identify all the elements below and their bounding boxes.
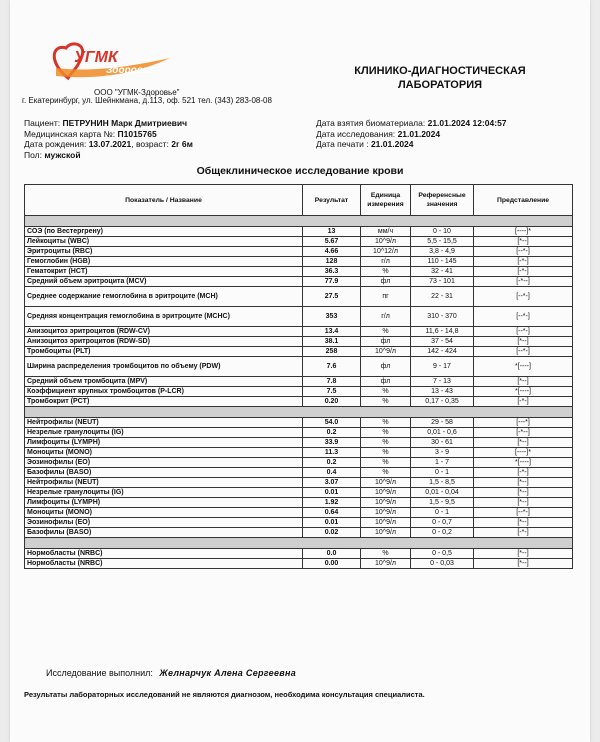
row-name: Базофилы (BASO) [25,528,303,538]
row-name: Базофилы (BASO) [25,468,303,478]
header-name: Показатель / Название [25,185,303,216]
table-row [25,267,573,277]
table-row [25,418,573,428]
study-label: Дата исследования: [316,128,396,139]
row-name: СОЭ (по Вестергрену) [25,227,303,237]
study-date-line [316,129,440,140]
table-row [25,498,573,508]
row-reference: 0,01 - 0,04 [411,488,474,498]
row-unit: % [361,418,411,428]
row-unit: % [361,448,411,458]
row-name: Лейкоциты (WBC) [25,237,303,247]
table-row [25,357,573,377]
table-row [25,428,573,438]
table-row [25,247,573,257]
row-view: [-*--] [474,277,573,287]
row-unit: % [361,327,411,337]
row-result: 7.5 [303,387,361,397]
row-view: [---*] [474,418,573,428]
row-view: [*--] [474,438,573,448]
lab-report-page [10,0,590,742]
row-unit: 10^9/л [361,528,411,538]
row-unit: % [361,458,411,468]
study-date: 21.01.2024 [397,128,441,139]
print-label: Дата печати : [316,139,369,149]
row-unit: мм/ч [361,227,411,237]
card-line [24,129,157,140]
row-name: Лимфоциты (LYMPH) [25,438,303,448]
patient-label: Пациент: [24,118,61,128]
table-row [25,287,573,307]
print-date-line [316,139,414,150]
disclaimer-note: Результаты лабораторных исследований не являются диагнозом, необходима консультация специалиста. [24,690,425,699]
row-result: 27.5 [303,287,361,307]
table-row [25,377,573,387]
row-view: [--*-] [474,247,573,257]
row-name: Незрелые гранулоциты (IG) [25,488,303,498]
table-row [25,478,573,488]
row-result: 0.20 [303,397,361,407]
table-row [25,397,573,407]
sex-label: Пол: [24,149,42,160]
performed-by-name: Желнарчук Алена Сергеевна [159,668,297,678]
row-name: Ширина распределения тромбоцитов по объему (PDW) [25,357,303,377]
row-view: [-*-] [474,397,573,407]
row-unit: % [361,468,411,478]
row-view: [-*-] [474,257,573,267]
sample-date-line [316,118,507,129]
row-result: 13.4 [303,327,361,337]
row-name: Нейтрофилы (NEUT) [25,478,303,488]
row-result: 0.2 [303,458,361,468]
row-reference: 7 - 13 [411,377,474,387]
section-separator [25,216,573,227]
row-view: [----]* [474,448,573,458]
row-name: Тромбокрит (PCT) [25,397,303,407]
table-row [25,559,573,569]
row-name: Гематокрит (HCT) [25,267,303,277]
birth-date: 13.07.2021 [88,139,132,149]
row-name: Средний объем тромбоцита (MPV) [25,377,303,387]
row-name: Моноциты (MONO) [25,448,303,458]
row-name: Коэффициент крупных тромбоцитов (P-LCR) [25,387,303,397]
table-row [25,237,573,247]
row-result: 1.92 [303,498,361,508]
row-unit: г/л [361,257,411,267]
row-name: Средний объем эритроцита (MCV) [25,277,303,287]
row-result: 0.01 [303,518,361,528]
header-unit: Единица измерения [361,185,411,216]
row-view: *[----] [474,458,573,468]
row-name: Средняя концентрация гемоглобина в эритроците (MCHC) [25,307,303,327]
row-result: 128 [303,257,361,267]
row-reference: 0,17 - 0,35 [411,397,474,407]
row-name: Анизоцитоз эритроцитов (RDW-CV) [25,327,303,337]
table-row [25,549,573,559]
row-reference: 310 - 370 [411,307,474,327]
age-value: 2г 6м [171,139,193,149]
separator-cell [25,407,573,418]
row-reference: 1,5 - 9,5 [411,498,474,508]
sex-value: мужской [44,149,81,160]
table-row [25,508,573,518]
row-name: Анизоцитоз эритроцитов (RDW-SD) [25,337,303,347]
sample-label: Дата взятия биоматериала: [316,118,426,128]
performed-by-line [46,668,296,678]
row-result: 0.0 [303,549,361,559]
header-view: Представление [474,185,573,216]
row-view: [*--] [474,498,573,508]
results-table [24,184,573,569]
row-reference: 0 - 0,2 [411,528,474,538]
row-view: [--*-] [474,347,573,357]
row-result: 36.3 [303,267,361,277]
row-view: [-*-] [474,528,573,538]
row-result: 5.67 [303,237,361,247]
row-reference: 0 - 0,5 [411,549,474,559]
row-view: [----]* [474,227,573,237]
row-reference: 0 - 0,03 [411,559,474,569]
row-view: [--*-] [474,327,573,337]
row-view: [*--] [474,237,573,247]
patient-name: ПЕТРУНИН Марк Дмитриевич [62,118,188,128]
row-view: [-*-] [474,267,573,277]
row-name: Гемоглобин (HGB) [25,257,303,267]
row-reference: 0,01 - 0,6 [411,428,474,438]
row-unit: % [361,267,411,277]
row-view: [*--] [474,478,573,488]
row-unit: 10^9/л [361,237,411,247]
row-reference: 30 - 61 [411,438,474,448]
row-reference: 142 - 424 [411,347,474,357]
row-view: *[----] [474,387,573,397]
table-row [25,518,573,528]
row-reference: 3 - 9 [411,448,474,458]
row-view: [--*-] [474,307,573,327]
age-label: возраст: [135,139,169,149]
row-reference: 9 - 17 [411,357,474,377]
row-unit: 10^9/л [361,508,411,518]
row-result: 7.6 [303,357,361,377]
row-result: 11.3 [303,448,361,458]
row-result: 258 [303,347,361,357]
table-row [25,448,573,458]
row-reference: 11,6 - 14,8 [411,327,474,337]
row-unit: 10^9/л [361,559,411,569]
sample-date: 21.01.2024 12:04:57 [427,118,507,128]
table-row [25,277,573,287]
birth-line: Дата рождения: 13.07.2021, возраст: 2г 6м [24,139,193,149]
row-name: Лимфоциты (LYMPH) [25,498,303,508]
table-row [25,387,573,397]
row-view: [*--] [474,377,573,387]
row-result: 0.64 [303,508,361,518]
row-reference: 32 - 41 [411,267,474,277]
row-result: 13 [303,227,361,237]
row-unit: % [361,549,411,559]
row-unit: пг [361,287,411,307]
row-view: [*--] [474,488,573,498]
row-result: 7.8 [303,377,361,387]
row-reference: 0 - 1 [411,468,474,478]
ugmk-logo [46,38,176,88]
row-view: [*--] [474,337,573,347]
table-row [25,347,573,357]
row-unit: % [361,428,411,438]
patient-name-line [24,118,187,129]
row-name: Нормобласты (NRBC) [25,559,303,569]
table-header-row [25,185,573,216]
row-name: Среднее содержание гемоглобина в эритроците (MCH) [25,287,303,307]
table-row [25,257,573,267]
row-name: Незрелые гранулоциты (IG) [25,428,303,438]
separator-cell [25,216,573,227]
row-unit: % [361,387,411,397]
separator-cell [25,538,573,549]
table-row [25,227,573,237]
row-unit: 10^9/л [361,498,411,508]
header-reference: Референсные значения [411,185,474,216]
row-unit: % [361,438,411,448]
row-unit: фл [361,357,411,377]
row-result: 33.9 [303,438,361,448]
lab-title: КЛИНИКО-ДИАГНОСТИЧЕСКАЯ ЛАБОРАТОРИЯ [354,65,526,91]
sex-line [24,150,81,161]
row-result: 0.02 [303,528,361,538]
row-unit: % [361,397,411,407]
row-result: 4.66 [303,247,361,257]
row-view: [*--] [474,549,573,559]
row-unit: 10^9/л [361,478,411,488]
print-date: 21.01.2024 [370,139,414,149]
table-row [25,438,573,448]
row-name: Нормобласты (NRBC) [25,549,303,559]
row-reference: 73 - 101 [411,277,474,287]
row-reference: 0 - 0,7 [411,518,474,528]
table-row [25,488,573,498]
card-label: Медицинская карта №: [24,128,116,139]
table-row [25,528,573,538]
row-unit: 10^12/л [361,247,411,257]
row-view: [--*-] [474,508,573,518]
row-reference: 13 - 43 [411,387,474,397]
table-row [25,458,573,468]
section-separator [25,538,573,549]
row-result: 0.01 [303,488,361,498]
row-name: Эозинофилы (EO) [25,458,303,468]
performed-label: Исследование выполнил: [46,668,153,678]
row-unit: г/л [361,307,411,327]
row-result: 38.1 [303,337,361,347]
row-result: 353 [303,307,361,327]
row-reference: 0 - 1 [411,508,474,518]
header-result: Результат [303,185,361,216]
row-result: 0.2 [303,428,361,438]
row-name: Эритроциты (RBC) [25,247,303,257]
row-result: 3.07 [303,478,361,488]
row-reference: 37 - 54 [411,337,474,347]
row-unit: 10^9/л [361,488,411,498]
row-reference: 0 - 10 [411,227,474,237]
row-result: 54.0 [303,418,361,428]
table-row [25,468,573,478]
row-reference: 1 - 7 [411,458,474,468]
row-view: [*--] [474,559,573,569]
card-number: П1015765 [117,128,157,139]
row-result: 77.9 [303,277,361,287]
row-view: [--*-] [474,287,573,307]
row-name: Тромбоциты (PLT) [25,347,303,357]
row-reference: 1,5 - 8,5 [411,478,474,488]
org-address: г. Екатеринбург, ул. Шейнкмана, д.113, оф. 521 тел. (343) 283-08-08 [22,96,272,105]
row-reference: 29 - 58 [411,418,474,428]
row-view: *[----] [474,357,573,377]
logo-subtext: Здоровье [106,65,155,76]
row-unit: фл [361,337,411,347]
table-row [25,307,573,327]
row-name: Моноциты (MONO) [25,508,303,518]
table-row [25,337,573,347]
logo-text: УГМК [74,49,118,66]
section-separator [25,407,573,418]
row-name: Эозинофилы (EO) [25,518,303,528]
row-reference: 110 - 145 [411,257,474,267]
row-view: [-*--] [474,428,573,438]
row-name: Нейтрофилы (NEUT) [25,418,303,428]
row-view: [*--] [474,518,573,528]
row-view: [-*-] [474,468,573,478]
report-title: Общеклиническое исследование крови [196,165,404,177]
row-result: 0.00 [303,559,361,569]
row-result: 0.4 [303,468,361,478]
row-unit: фл [361,377,411,387]
birth-label: Дата рождения: [24,139,87,149]
row-unit: 10^9/л [361,518,411,528]
row-reference: 5,5 - 15,5 [411,237,474,247]
row-unit: фл [361,277,411,287]
table-row [25,327,573,337]
row-unit: 10^9/л [361,347,411,357]
row-reference: 3,8 - 4,9 [411,247,474,257]
org-name: ООО "УГМК-Здоровье" [94,88,180,97]
row-reference: 22 - 31 [411,287,474,307]
